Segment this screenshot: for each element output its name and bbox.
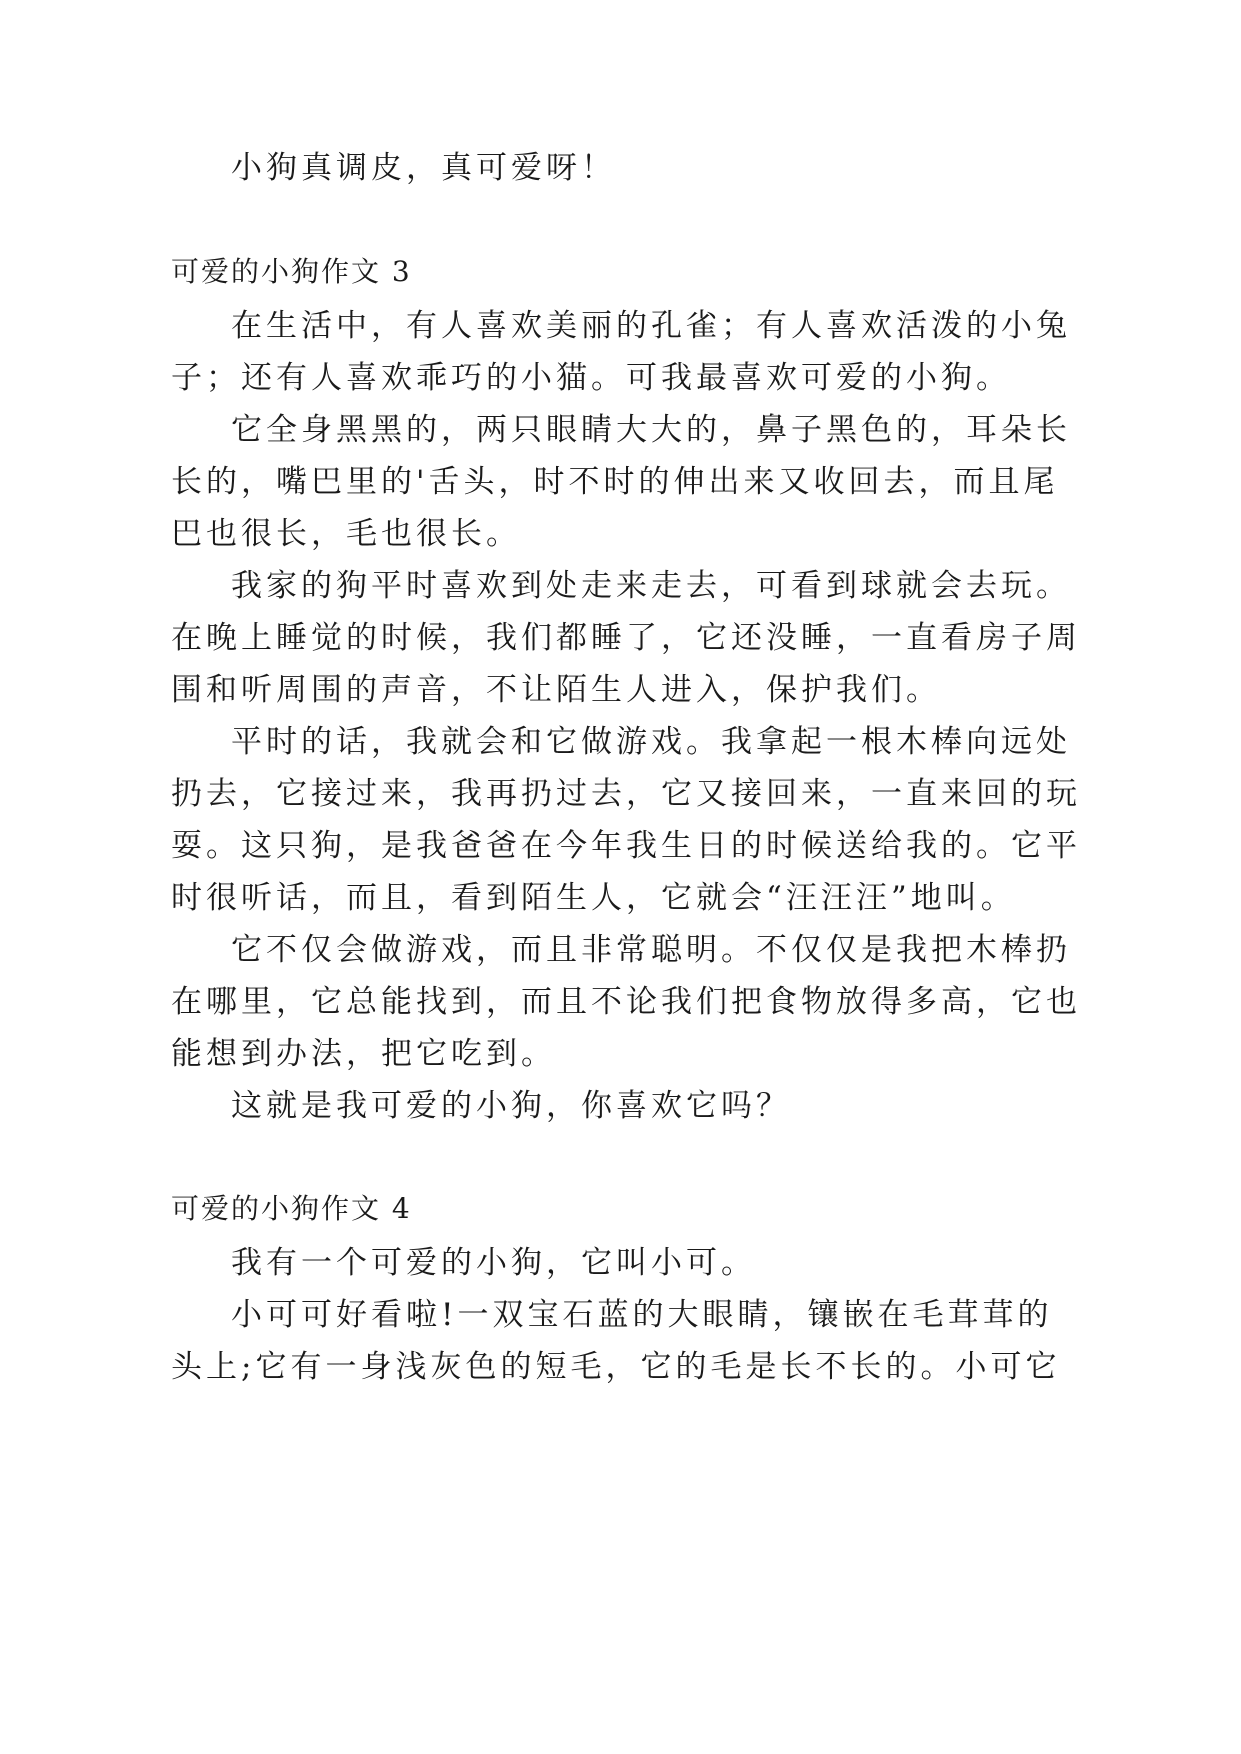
paragraph-line: 它全身黑黑的，两只眼睛大大的，鼻子黑色的，耳朵长 <box>231 412 1071 448</box>
paragraph-line: 耍。这只狗，是我爸爸在今年我生日的时候送给我的。它平 <box>171 828 1081 864</box>
paragraph-line: 小狗真调皮，真可爱呀！ <box>231 150 616 186</box>
paragraph-line: 扔去，它接过来，我再扔过去，它又接回来，一直来回的玩 <box>171 776 1081 812</box>
paragraph-line: 围和听周围的声音，不让陌生人进入，保护我们。 <box>171 672 941 708</box>
paragraph-line: 我家的狗平时喜欢到处走来走去，可看到球就会去玩。 <box>231 568 1071 604</box>
essay-title: 可爱的小狗作文 4 <box>171 1192 412 1225</box>
paragraph-line: 在生活中，有人喜欢美丽的孔雀；有人喜欢活泼的小兔 <box>231 308 1071 344</box>
paragraph-line: 这就是我可爱的小狗，你喜欢它吗？ <box>231 1088 791 1124</box>
paragraph-line: 小可可好看啦!一双宝石蓝的大眼睛，镶嵌在毛茸茸的 <box>231 1297 1053 1333</box>
paragraph-line: 头上;它有一身浅灰色的短毛，它的毛是长不长的。小可它 <box>171 1349 1061 1385</box>
paragraph-line: 巴也很长，毛也很长。 <box>171 516 521 552</box>
paragraph-line: 在哪里，它总能找到，而且不论我们把食物放得多高，它也 <box>171 984 1081 1020</box>
paragraph-line: 子；还有人喜欢乖巧的小猫。可我最喜欢可爱的小狗。 <box>171 360 1011 396</box>
paragraph-line: 长的，嘴巴里的'舌头，时不时的伸出来又收回去，而且尾 <box>171 464 1059 500</box>
paragraph-line: 它不仅会做游戏，而且非常聪明。不仅仅是我把木棒扔 <box>231 932 1071 968</box>
paragraph-line: 平时的话，我就会和它做游戏。我拿起一根木棒向远处 <box>231 724 1071 760</box>
paragraph-line: 我有一个可爱的小狗，它叫小可。 <box>231 1245 756 1281</box>
paragraph-line: 在晚上睡觉的时候，我们都睡了，它还没睡，一直看房子周 <box>171 620 1081 656</box>
paragraph-line: 时很听话，而且，看到陌生人，它就会“汪汪汪”地叫。 <box>171 880 1016 916</box>
essay-title: 可爱的小狗作文 3 <box>171 255 412 288</box>
paragraph-line: 能想到办法，把它吃到。 <box>171 1036 556 1072</box>
